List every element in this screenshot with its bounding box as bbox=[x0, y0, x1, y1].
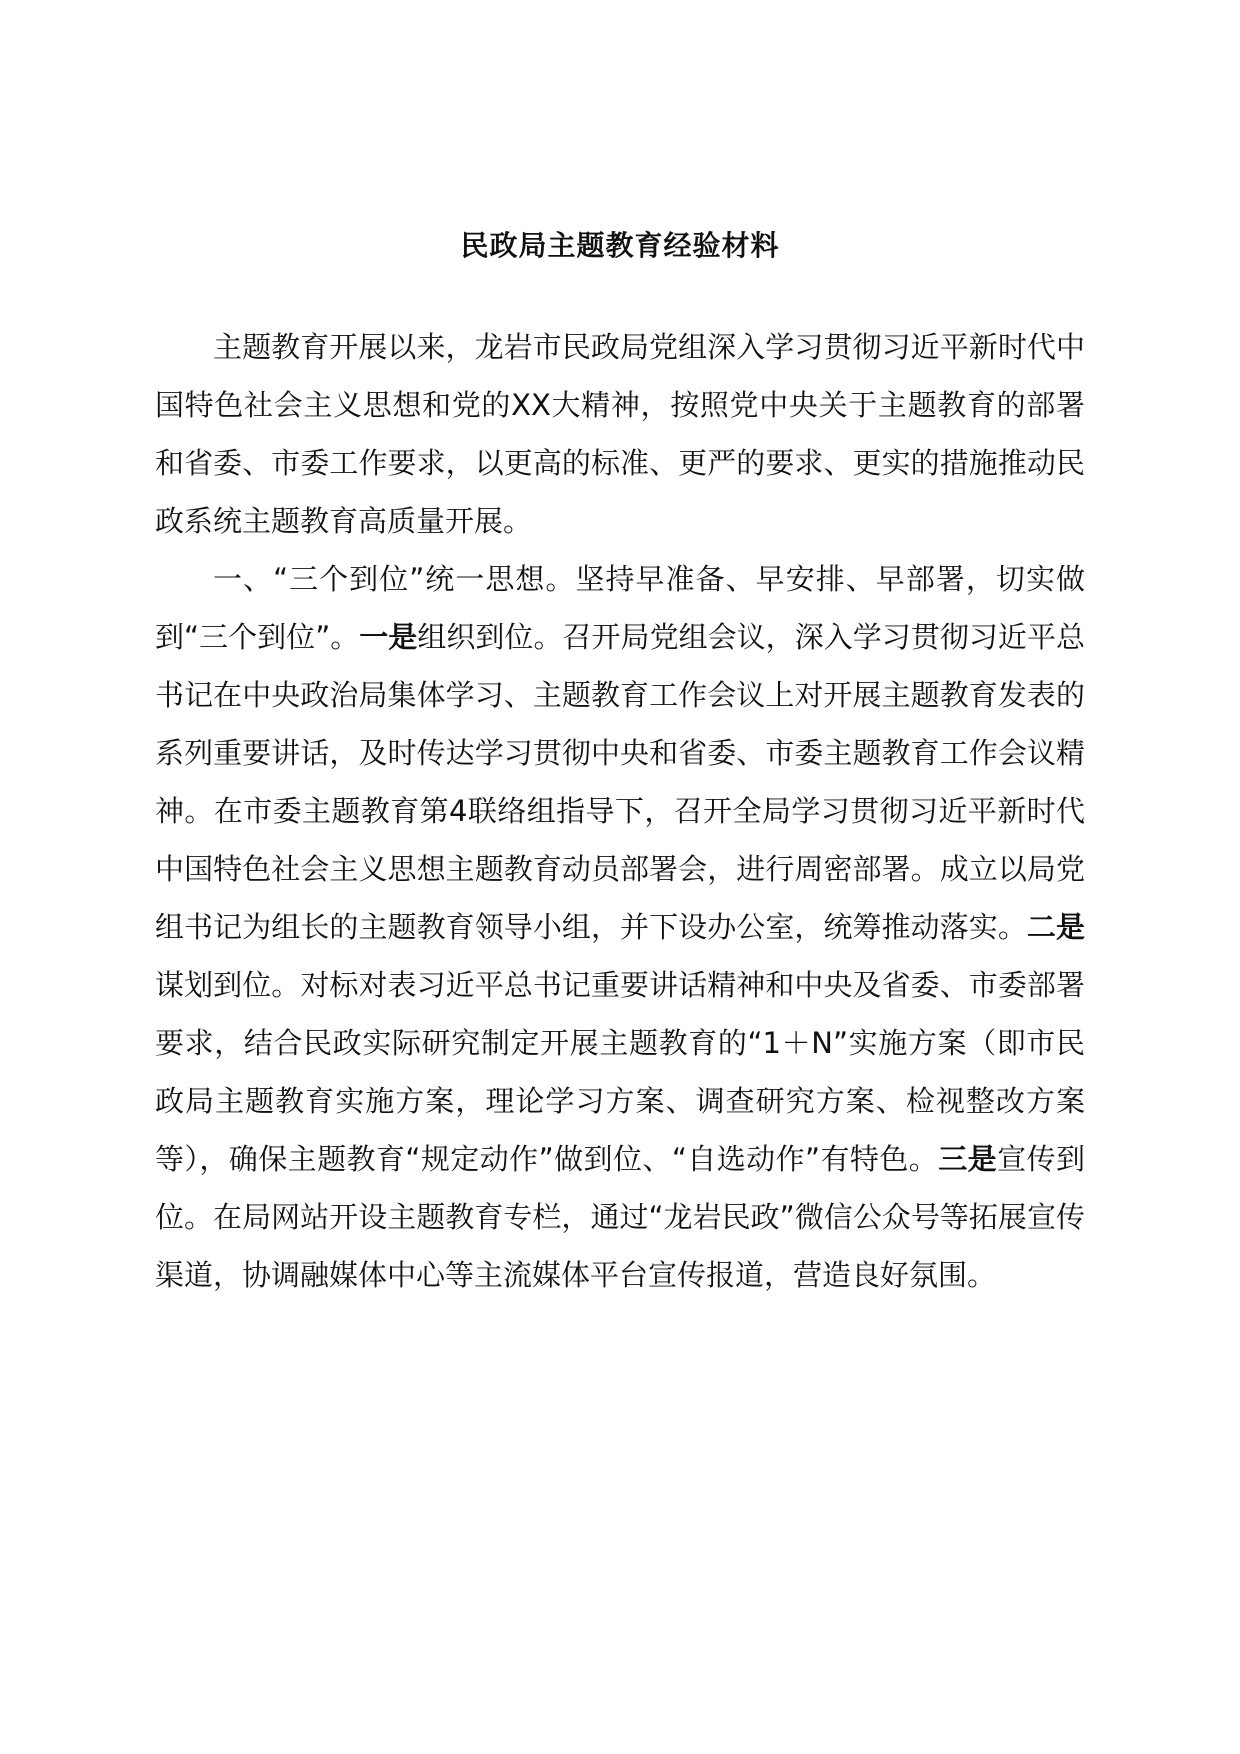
bold-lead-second: 二是 bbox=[1026, 910, 1085, 944]
paragraph-text: 谋划到位。对标对表习近平总书记重要讲话精神和中央及省委、市委部署要求，结合民政实际研究制定开展主题教育的“1＋N”实施方案（即市民政局主题教育实施方案，理论学习方案、调查研究方案、检视整改方案等），确保主题教育“规定动作”做到位、“自选动作”有特色。 bbox=[155, 968, 1085, 1176]
paragraph-text: 组织到位。召开局党组会议，深入学习贯彻习近平总书记在中央政治局集体学习、主题教育工作会议上对开展主题教育发表的系列重要讲话，及时传达学习贯彻中央和省委、市委主题教育工作会议精神。在市委主题教育第4联络组指导下，召开全局学习贯彻习近平新时代中国特色社会主义思想主题教育动员部署会，进行周密部署。成立以局党组书记为组长的主题教育领导小组，并下设办公室，统筹推动落实。 bbox=[155, 620, 1085, 944]
bold-lead-third: 三是 bbox=[938, 1142, 998, 1176]
bold-lead-first: 一是 bbox=[359, 620, 418, 654]
document-body bbox=[155, 318, 1085, 1304]
paragraph-text: 主题教育开展以来，龙岩市民政局党组深入学习贯彻习近平新时代中国特色社会主义思想和党的XX大精神，按照党中央关于主题教育的部署和省委、市委工作要求，以更高的标准、更严的要求、更实的措施推动民政系统主题教育高质量开展。 bbox=[155, 330, 1085, 538]
paragraph-text: 宣传到位。在局网站开设主题教育专栏，通过“龙岩民政”微信公众号等拓展宣传渠道，协调融媒体中心等主流媒体平台宣传报道，营造良好氛围。 bbox=[155, 1142, 1085, 1292]
paragraph-text: 一、“三个到位”统一思想。坚持早准备、早安排、早部署，切实做到“三个到位”。 bbox=[155, 562, 1085, 654]
paragraph-intro bbox=[155, 318, 1085, 550]
document-title: 民政局主题教育经验材料 bbox=[460, 229, 780, 262]
paragraph-section-one bbox=[155, 550, 1085, 1304]
